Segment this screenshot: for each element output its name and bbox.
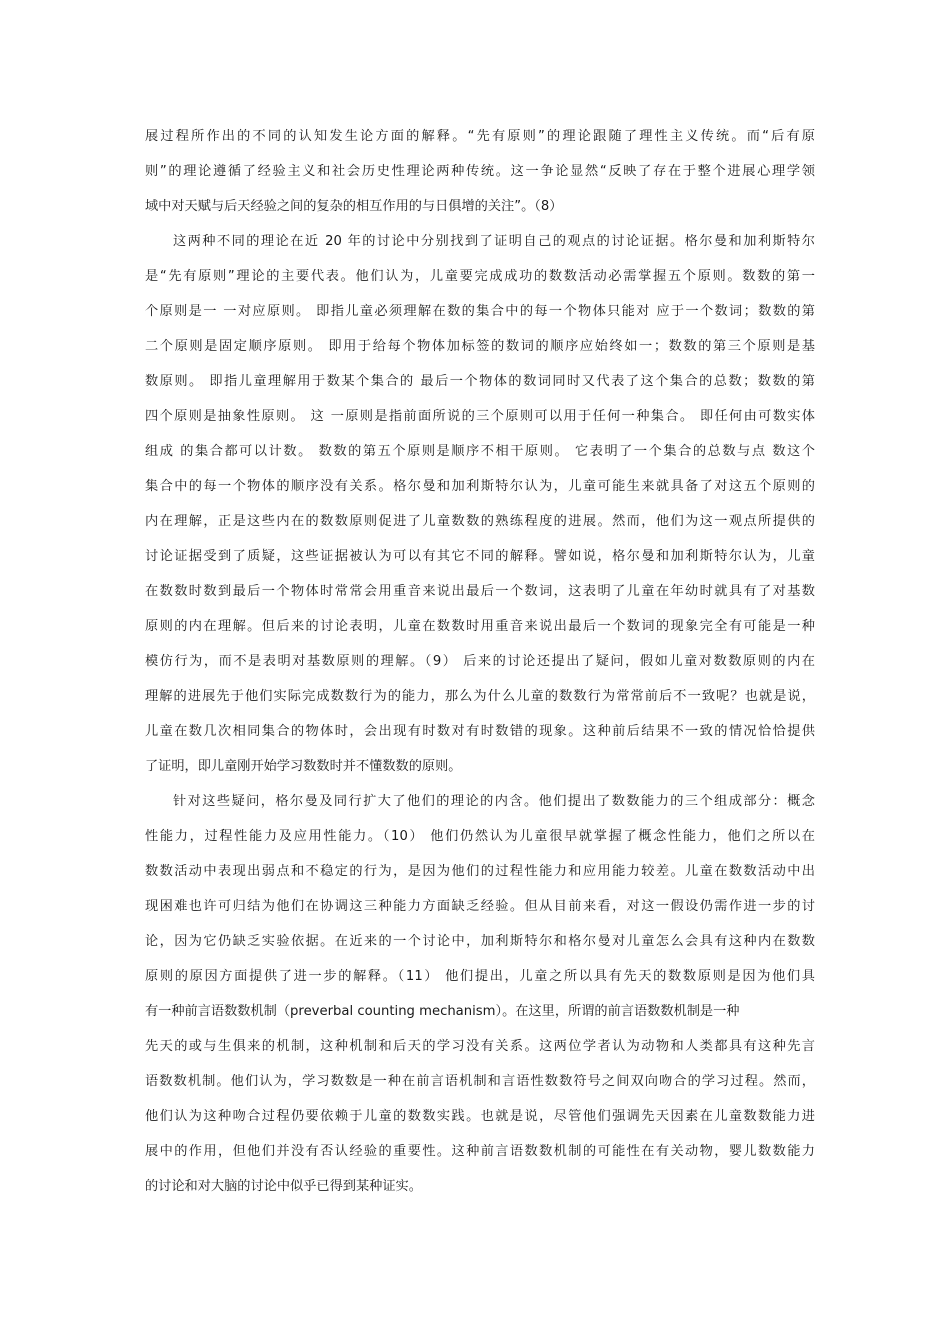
text-line: 模仿行为，而不是表明对基数原则的理解。（9） 后来的讨论还提出了疑问，假如儿童对数数原则的内在 [145, 654, 815, 669]
text-line: 数原则。 即指儿童理解用于数某个集合的 最后一个物体的数词同时又代表了这个集合的总数；数数的第 [145, 374, 815, 389]
text-line: 在数数时数到最后一个物体时常常会用重音来说出最后一个数词，这表明了儿童在年幼时就具有了对基数 [145, 584, 815, 599]
text-line: 组成 的集合都可以计数。 数数的第五个原则是顺序不相干原则。 它表明了一个集合的总数与点 数这个 [145, 444, 815, 459]
text-line: 是“先有原则”理论的主要代表。他们认为，儿童要完成成功的数数活动必需掌握五个原则。数数的第一 [145, 269, 815, 284]
text-line: 原则的内在理解。但后来的讨论表明，儿童在数数时用重音来说出最后一个数词的现象完全有可能是一种 [145, 619, 815, 634]
text-line: 了证明，即儿童刚开始学习数数时并不懂数数的原则。 [145, 759, 462, 774]
text-line: 内在理解，正是这些内在的数数原则促进了儿童数数的熟练程度的进展。然而，他们为这一观点所提供的 [145, 514, 815, 529]
text-line: 先天的或与生俱来的机制，这种机制和后天的学习没有关系。这两位学者认为动物和人类都具有这种先言 [145, 1039, 815, 1054]
text-line: 有一种前言语数数机制（preverbal counting mechanism）。在这里，所谓的前言语数数机制是一种 [145, 1004, 740, 1019]
paragraph-first-line: 这两种不同的理论在近 20 年的讨论中分别找到了证明自己的观点的讨论证据。格尔曼和加利斯特尔 [173, 234, 815, 249]
text-line: 儿童在数几次相同集合的物体时，会出现有时数对有时数错的现象。这种前后结果不一致的情况恰恰提供 [145, 724, 815, 739]
text-line: 则”的理论遵循了经验主义和社会历史性理论两种传统。这一争论显然“反映了存在于整个进展心理学领 [145, 164, 815, 179]
text-line: 展过程所作出的不同的认知发生论方面的解释。“先有原则”的理论跟随了理性主义传统。而“后有原 [145, 129, 815, 144]
text-line: 集合中的每一个物体的顺序没有关系。格尔曼和加利斯特尔认为，儿童可能生来就具备了对这五个原则的 [145, 479, 815, 494]
text-line: 他们认为这种吻合过程仍要依赖于儿童的数数实践。也就是说，尽管他们强调先天因素在儿童数数能力进 [145, 1109, 815, 1124]
text-line: 讨论证据受到了质疑，这些证据被认为可以有其它不同的解释。譬如说，格尔曼和加利斯特尔认为，儿童 [145, 549, 815, 564]
text-line: 二个原则是固定顺序原则。 即用于给每个物体加标签的数词的顺序应始终如一；数数的第三个原则是基 [145, 339, 815, 354]
text-line: 性能力，过程性能力及应用性能力。（10） 他们仍然认为儿童很早就掌握了概念性能力，他们之所以在 [145, 829, 815, 844]
text-line: 数数活动中表现出弱点和不稳定的行为，是因为他们的过程性能力和应用能力较差。儿童在数数活动中出 [145, 864, 815, 879]
text-line: 理解的进展先于他们实际完成数数行为的能力，那么为什么儿童的数数行为常常前后不一致呢？也就是说， [145, 689, 815, 704]
text-line: 语数数机制。他们认为，学习数数是一种在前言语机制和言语性数数符号之间双向吻合的学习过程。然而， [145, 1074, 815, 1089]
text-line: 展中的作用，但他们并没有否认经验的重要性。这种前言语数数机制的可能性在有关动物，婴儿数数能力 [145, 1144, 815, 1159]
text-line: 个原则是一 一对应原则。 即指儿童必须理解在数的集合中的每一个物体只能对 应于一个数词；数数的第 [145, 304, 815, 319]
text-line: 论，因为它仍缺乏实验依据。在近来的一个讨论中，加利斯特尔和格尔曼对儿童怎么会具有这种内在数数 [145, 934, 815, 949]
text-line: 四个原则是抽象性原则。 这 一原则是指前面所说的三个原则可以用于任何一种集合。 即任何由可数实体 [145, 409, 815, 424]
paragraph-first-line: 针对这些疑问，格尔曼及同行扩大了他们的理论的内含。他们提出了数数能力的三个组成部分：概念 [173, 794, 815, 809]
text-line: 的讨论和对大脑的讨论中似乎已得到某种证实。 [145, 1179, 422, 1194]
text-line: 原则的原因方面提供了进一步的解释。（11） 他们提出，儿童之所以具有先天的数数原则是因为他们具 [145, 969, 815, 984]
text-line: 现困难也许可归结为他们在协调这三种能力方面缺乏经验。但从目前来看，对这一假设仍需作进一步的讨 [145, 899, 815, 914]
text-line: 域中对天赋与后天经验之间的复杂的相互作用的与日俱增的关注”。（8） [145, 199, 563, 214]
